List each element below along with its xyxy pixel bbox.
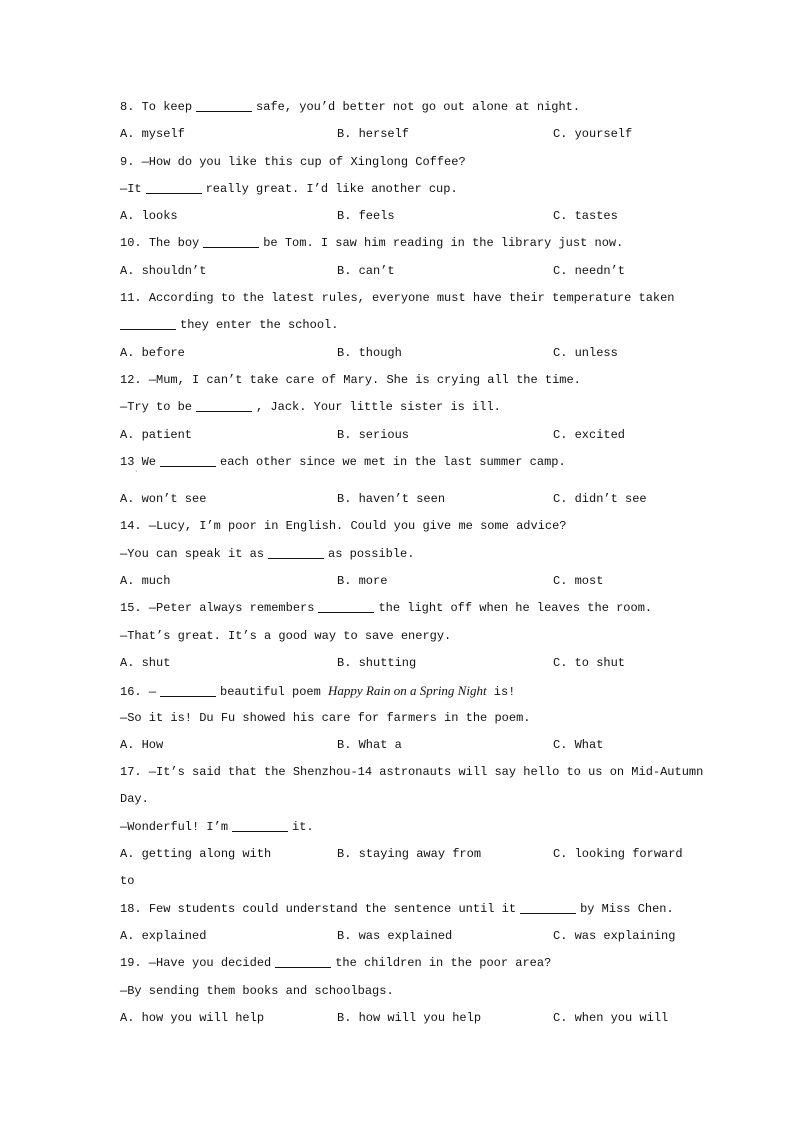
question-17-stem: 17. —It’s said that the Shenzhou-14 astronauts will say hello to us on Mid-Autumn: [120, 765, 704, 780]
question-9-options: [120, 203, 680, 230]
answer-blank: [196, 397, 252, 412]
question-12-stem: 12. —Mum, I can’t take care of Mary. She is crying all the time.: [120, 372, 581, 387]
option-b: B. feels: [337, 209, 395, 224]
question-8-options: [120, 121, 680, 148]
question-11-stem: 11. According to the latest rules, everyone must have their temperature taken: [120, 291, 675, 306]
question-15-stem: 15. —Peter always remembers the light off when he leaves the room.: [120, 595, 680, 622]
answer-blank: [268, 544, 324, 559]
question-17-option-wrap: to: [120, 874, 135, 889]
option-a: A. before: [120, 345, 185, 360]
answer-blank: [160, 452, 216, 467]
question-17-options: [120, 841, 683, 868]
answer-blank: [160, 682, 216, 697]
option-a: A. myself: [120, 127, 185, 142]
question-16-reply: —So it is! Du Fu showed his care for farmers in the poem.: [120, 710, 531, 725]
option-a: A. shouldn’t: [120, 263, 207, 278]
option-a: A. shut: [120, 655, 171, 670]
answer-blank: [318, 598, 374, 613]
option-c: C. when you will: [553, 1010, 669, 1025]
question-18-options: [120, 923, 680, 950]
question-19-stem: 19. —Have you decided the children in the poor area?: [120, 950, 680, 977]
question-18-stem: 18. Few students could understand the sentence until it by Miss Chen.: [120, 896, 680, 923]
option-c: C. yourself: [553, 127, 633, 142]
option-c: C. most: [553, 574, 604, 589]
answer-blank: [146, 179, 202, 194]
question-11-stem-cont: they enter the school.: [120, 312, 680, 339]
option-b: B. staying away from: [337, 847, 482, 862]
option-c: C. to shut: [553, 655, 626, 670]
option-b: B. more: [337, 574, 388, 589]
option-b: B. was explained: [337, 928, 453, 943]
question-10-stem: 10. The boy be Tom. I saw him reading in the library just now.: [120, 230, 680, 257]
option-a: A. patient: [120, 427, 193, 442]
option-a: A. How: [120, 737, 164, 752]
answer-blank: [520, 899, 576, 914]
option-b: B. though: [337, 345, 402, 360]
answer-blank: [120, 315, 176, 330]
option-c: C. unless: [553, 345, 618, 360]
option-b: B. shutting: [337, 655, 417, 670]
option-c: C. tastes: [553, 209, 618, 224]
option-c: C. didn’t see: [553, 492, 647, 507]
option-c: C. excited: [553, 427, 626, 442]
option-b: B. serious: [337, 427, 410, 442]
answer-blank: [203, 233, 259, 248]
question-14-reply: —You can speak it as as possible.: [120, 541, 680, 568]
option-c: C. needn’t: [553, 263, 626, 278]
question-15-reply: —That’s great. It’s a good way to save energy.: [120, 628, 452, 643]
question-13-options: [120, 486, 680, 513]
question-17-stem-cont: Day.: [120, 792, 149, 807]
option-a: A. explained: [120, 928, 207, 943]
option-b: B. haven’t seen: [337, 492, 446, 507]
poem-title: Happy Rain on a Spring Night: [328, 683, 487, 699]
stray-mark: ʼ: [134, 471, 139, 480]
option-c: C. was explaining: [553, 928, 676, 943]
question-14-options: [120, 568, 680, 595]
option-b: B. how will you help: [337, 1010, 482, 1025]
answer-blank: [275, 953, 331, 968]
option-c: C. What: [553, 737, 604, 752]
option-c: C. looking forward: [553, 847, 683, 862]
question-9-stem: 9. —How do you like this cup of Xinglong Coffee?: [120, 154, 466, 169]
option-a: A. won’t see: [120, 492, 207, 507]
question-19-options: [120, 1005, 680, 1032]
question-16-stem: 16. — beautiful poem Happy Rain on a Spring Night is!: [120, 683, 516, 700]
option-a: A. looks: [120, 209, 178, 224]
question-9-reply: —It really great. I’d like another cup.: [120, 176, 680, 203]
question-11-options: [120, 340, 680, 367]
question-17-reply: —Wonderful! I’m it.: [120, 814, 680, 841]
question-12-options: [120, 422, 680, 449]
option-b: B. herself: [337, 127, 410, 142]
question-19-reply: —By sending them books and schoolbags.: [120, 983, 394, 998]
option-a: A. getting along with: [120, 847, 272, 862]
option-b: B. can’t: [337, 263, 395, 278]
answer-blank: [196, 97, 252, 112]
question-16-options: [120, 732, 680, 759]
exam-page: [120, 94, 704, 1032]
question-12-reply: —Try to be , Jack. Your little sister is ill.: [120, 394, 680, 421]
question-13-stem: 13 We each other since we met in the last summer camp.: [120, 449, 680, 476]
question-15-options: [120, 650, 680, 677]
stray-mark-row: [120, 471, 680, 486]
option-a: A. much: [120, 574, 171, 589]
question-8-stem: 8. To keep safe, you’d better not go out alone at night.: [120, 94, 680, 121]
question-10-options: [120, 258, 680, 285]
question-14-stem: 14. —Lucy, I’m poor in English. Could you give me some advice?: [120, 519, 567, 534]
option-b: B. What a: [337, 737, 402, 752]
answer-blank: [232, 817, 288, 832]
option-a: A. how you will help: [120, 1010, 265, 1025]
